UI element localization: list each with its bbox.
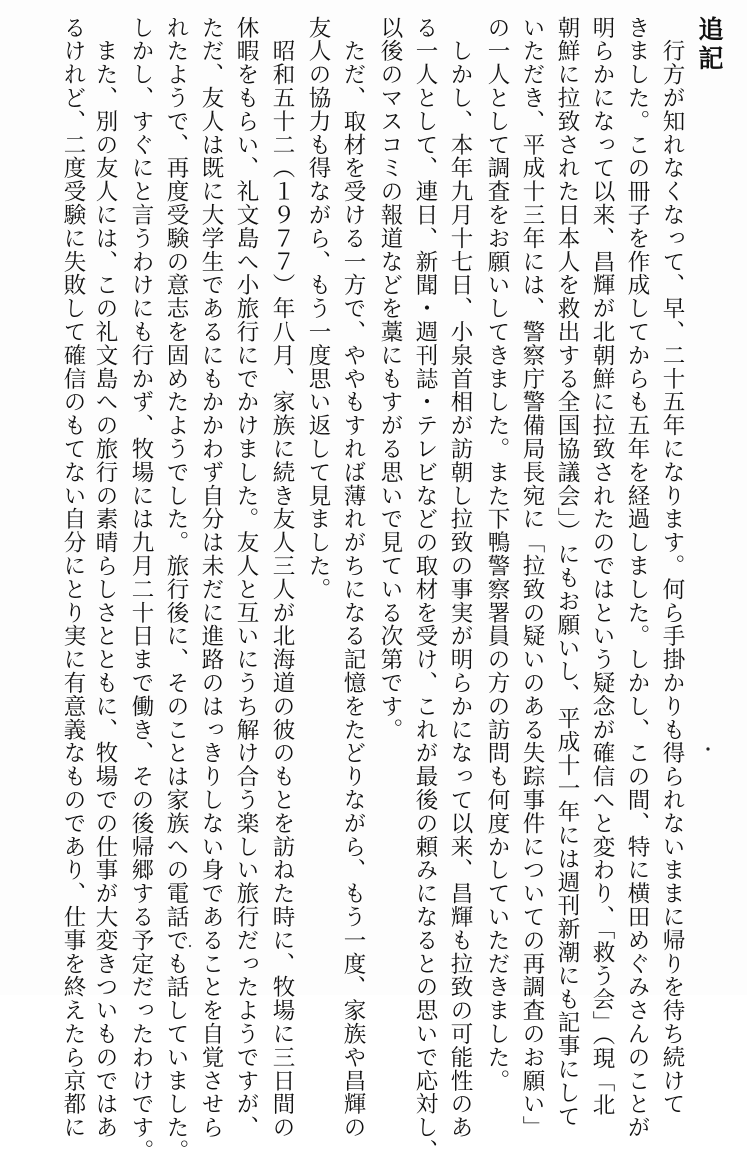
text-column: しかし、本年九月十七日、小泉首相が訪朝し拉致の事実が明らかになって以来、昌輝も拉致の可能性のあ bbox=[447, 16, 473, 1140]
text-column: しかし、すぐにと言うわけにも行かず、牧場には九月二十日まで働き、その後帰郷する予定だったわけです。 bbox=[128, 16, 154, 1163]
text-column: 昭和五十二（１９７７）年八月、家族に続き友人三人が北海道の彼のもとを訪ねた時に、牧場に三日間の bbox=[269, 16, 295, 1140]
text-column: ただ、取材を受ける一方で、ややもすれば薄れがちになる記憶をたどりながら、もう一度、家族や昌輝の bbox=[340, 16, 366, 1140]
text-column: また、別の友人には、この礼文島への旅行の素晴らしさとともに、牧場での仕事が大変きついものではあ bbox=[92, 16, 118, 1140]
text-column: 友人の協力も得ながら、もう一度思い返して見ました。 bbox=[305, 16, 331, 601]
text-column: きました。この冊子を作成してからも五年を経過しました。しかし、この間、特に横田めぐみさんのことが bbox=[624, 16, 650, 1140]
postscript-title: 追記 bbox=[695, 16, 724, 74]
text-column: 朝鮮に拉致された日本人を救出する全国協議会」）にもお願いし、平成十一年には週刊新潮にも記事にして bbox=[554, 16, 580, 1128]
text-column: 行方が知れなくなって、早、二十五年になります。何ら手掛かりも得られないままに帰りを待ち続けて bbox=[659, 16, 685, 1116]
text-column: 休暇をもらい、礼文島へ小旅行にでかけました。友人と互いにうち解け合う楽しい旅行だったようですが、 bbox=[233, 16, 259, 1140]
text-column: る一人として、連日、新聞・週刊誌・テレビなどの取材を受け、これが最後の頼みになるとの思いで応対し、 bbox=[412, 16, 438, 1163]
text-column: れたようで、再度受験の意志を固めたようでした。旅行後に、そのことは家族への電話でも話していました。 bbox=[163, 16, 189, 1163]
text-column: の一人として調査をお願いしてきました。また下鴨警察署員の方の訪問も何度かしていただきました。 bbox=[484, 16, 510, 1093]
vertical-text-body bbox=[59, 16, 747, 1163]
text-column: ただ、友人は既に大学生であるにもかかわず自分は未だに進路のはっきりしない身であることを自覚させら bbox=[198, 16, 224, 1140]
text-column: 明らかになって以来、昌輝が北朝鮮に拉致されたのではという疑念が確信へと変わり、「救う会」（現「北 bbox=[589, 16, 615, 1117]
text-column: いただき、平成十三年には、警察庁警備局長宛に「拉致の疑いのある失踪事件についての再調査のお願い」 bbox=[519, 16, 545, 1140]
text-column: 以後のマスコミの報道などを藁にもすがる思いで見ている次第です。 bbox=[377, 16, 403, 742]
text-column: るけれど、二度受験に失敗して確信のもてない自分にとり実に有意義なものであり、仕事を終えたら京都に bbox=[60, 16, 86, 1140]
